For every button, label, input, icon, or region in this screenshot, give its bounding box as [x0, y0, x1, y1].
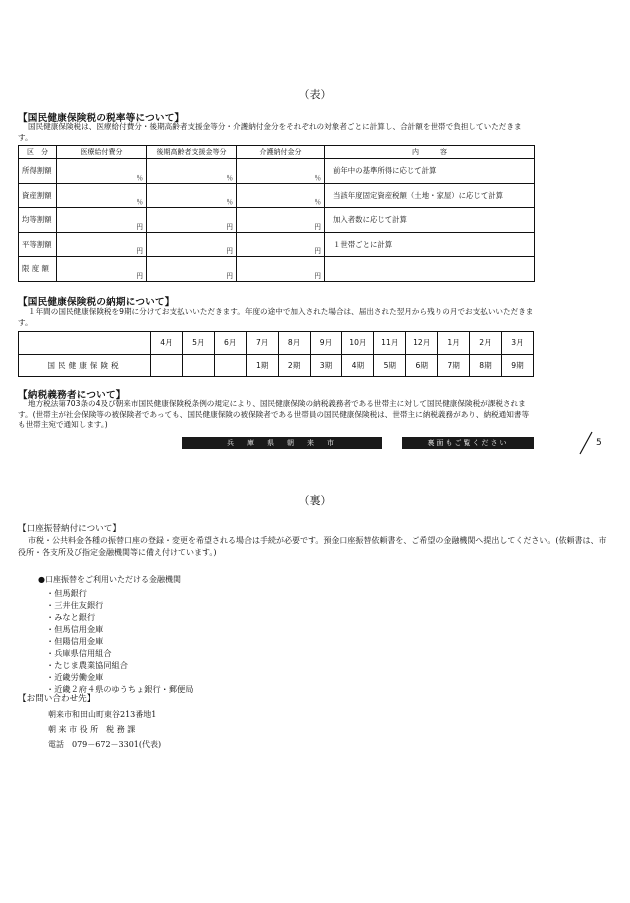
unit-cell: 円: [147, 208, 237, 233]
period-cell: 6期: [406, 354, 438, 377]
column-header: 後期高齢者支援金等分: [147, 146, 237, 159]
row-label: 所得割額: [19, 159, 57, 184]
period-cell: 2期: [278, 354, 310, 377]
contact-section-title: 【お問い合わせ先】: [18, 694, 96, 704]
month-cell: 10月: [342, 332, 374, 355]
table-row: [19, 159, 535, 184]
row-label: 資産割額: [19, 183, 57, 208]
rate-section-title: 【国民健康保険税の税率等について】: [18, 113, 185, 124]
unit-cell: 円: [57, 208, 147, 233]
period-cell: 8期: [470, 354, 502, 377]
unit-cell: ％: [237, 159, 325, 184]
front-side-label: （表）: [298, 88, 332, 101]
schedule-row-label: 国民健康保険税: [19, 354, 151, 377]
column-header: 区 分: [19, 146, 57, 159]
rate-section-text: 国民健康保険税は、医療給付費分・後期高齢者支援金等分・介護納付金分をそれぞれの対象者ごとに計算し、合計額を世帯で負担していただきます。: [18, 122, 522, 142]
list-item: ・近畿２府４県のゆうちょ銀行・郵便局: [46, 684, 194, 694]
periods-row: [19, 354, 534, 377]
unit-cell: ％: [237, 183, 325, 208]
page-number: 5: [596, 438, 602, 448]
unit-cell: ％: [147, 183, 237, 208]
month-cell: 9月: [310, 332, 342, 355]
duty-section-title: 【納税義務者について】: [18, 390, 126, 401]
table-row: [19, 208, 535, 233]
unit-cell: 円: [237, 257, 325, 282]
period-cell: 5期: [374, 354, 406, 377]
month-cell: 2月: [470, 332, 502, 355]
column-header: 医療給付費分: [57, 146, 147, 159]
period-cell: 1期: [246, 354, 278, 377]
period-cell: [182, 354, 214, 377]
unit-cell: 円: [57, 232, 147, 257]
tax-rate-table: [18, 145, 535, 282]
list-item: ・みなと銀行: [46, 612, 96, 622]
period-cell: [151, 354, 183, 377]
row-label: 限 度 額: [19, 257, 57, 282]
duty-section-text: 地方税法第703条の4及び朝来市国民健康保険税条例の規定により、国民健康保険の納税義務者である世帯主に対して国民健康保険税が課税されます。(世帯主が社会保険等の被保険者であっても、国民健康保険の被保険者である世帯員の国民健康保険税は、世帯主に納税義務があり、納税通知書等も世帯主宛で通知します。): [18, 399, 530, 429]
period-cell: 7期: [438, 354, 470, 377]
list-item: ・たじま農業協同組合: [46, 660, 128, 670]
description-cell: [325, 257, 535, 282]
banks-heading: ●口座振替をご利用いただける金融機関: [38, 575, 181, 584]
unit-cell: ％: [57, 159, 147, 184]
description-cell: １世帯ごとに計算: [325, 232, 535, 257]
month-cell: 11月: [374, 332, 406, 355]
month-cell: 1月: [438, 332, 470, 355]
payment-section-text: １年間の国民健康保険税を9期に分けてお支払いいただきます。年度の途中で加入された場合は、届出された翌月から残りの月でお支払いいただきます。: [18, 307, 534, 327]
months-row: [19, 332, 534, 355]
row-label: 平等割額: [19, 232, 57, 257]
list-item: ・但馬信用金庫: [46, 624, 104, 634]
table-row: [19, 232, 535, 257]
list-item: ・但陽信用金庫: [46, 636, 104, 646]
transfer-section-text: 市税・公共料金各種の振替口座の登録・変更を希望される場合は手続が必要です。預金口座振替依頼書を、ご希望の金融機関へ提出してください。(依頼書は、市役所・各支所及び指定金融機関等に備え付けています。): [18, 536, 607, 557]
see-reverse-banner: 裏面もご覧ください: [402, 437, 534, 449]
contact-office: 朝 来 市 役 所 税 務 課: [48, 725, 136, 734]
period-cell: 9期: [501, 354, 533, 377]
unit-cell: 円: [147, 257, 237, 282]
back-side-label: （裏）: [298, 494, 332, 507]
unit-cell: 円: [237, 232, 325, 257]
unit-cell: ％: [57, 183, 147, 208]
list-item: ・近畿労働金庫: [46, 672, 104, 682]
list-item: ・兵庫県信用組合: [46, 648, 112, 658]
list-item: ・三井住友銀行: [46, 600, 104, 610]
contact-phone: 電話 079－672－3301(代表): [48, 740, 162, 749]
table-row: [19, 183, 535, 208]
month-cell: 12月: [406, 332, 438, 355]
bank-list: [46, 587, 193, 695]
column-header: 内 容: [325, 146, 535, 159]
period-cell: 3期: [310, 354, 342, 377]
month-cell: 5月: [182, 332, 214, 355]
month-cell: 3月: [501, 332, 533, 355]
corner-cell: [19, 332, 151, 355]
description-cell: 当該年度固定資産税額（土地・家屋）に応じて計算: [325, 183, 535, 208]
contact-block: [48, 707, 161, 752]
column-header: 介護納付金分: [237, 146, 325, 159]
table-row: [19, 257, 535, 282]
row-label: 均等割額: [19, 208, 57, 233]
payment-section-title: 【国民健康保険税の納期について】: [18, 297, 175, 308]
description-cell: 前年中の基準所得に応じて計算: [325, 159, 535, 184]
contact-address: 朝来市和田山町東谷213番地1: [48, 710, 157, 719]
month-cell: 8月: [278, 332, 310, 355]
unit-cell: 円: [147, 232, 237, 257]
payment-schedule-table: [18, 331, 534, 377]
unit-cell: 円: [237, 208, 325, 233]
period-cell: [214, 354, 246, 377]
city-banner: 兵 庫 県 朝 来 市: [182, 437, 382, 449]
transfer-section-title: 【口座振替納付について】: [18, 524, 121, 534]
description-cell: 加入者数に応じて計算: [325, 208, 535, 233]
list-item: ・但馬銀行: [46, 588, 87, 598]
unit-cell: ％: [147, 159, 237, 184]
month-cell: 7月: [246, 332, 278, 355]
period-cell: 4期: [342, 354, 374, 377]
month-cell: 4月: [151, 332, 183, 355]
table-header-row: [19, 146, 535, 159]
month-cell: 6月: [214, 332, 246, 355]
unit-cell: 円: [57, 257, 147, 282]
